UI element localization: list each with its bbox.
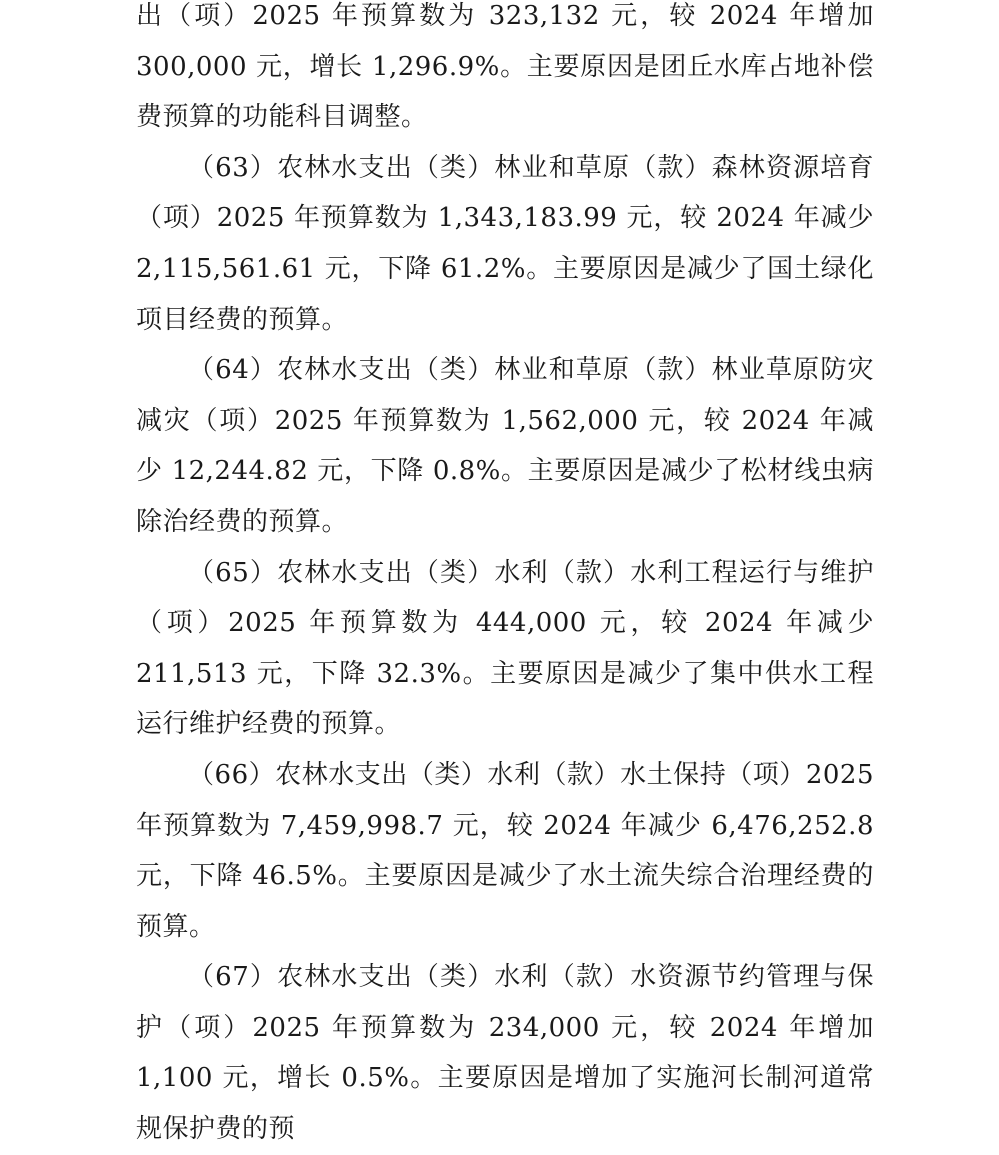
paragraph-66: （66）农林水支出（类）水利（款）水土保持（项）2025 年预算数为 7,459,998.7 元，较 2024 年减少 6,476,252.8 元，下降 46.5%。主要原因是减少了水土流失综合治理经费的预算。	[136, 759, 874, 942]
paragraph-63: （63）农林水支出（类）林业和草原（款）森林资源培育（项）2025 年预算数为 1,343,183.99 元，较 2024 年减少 2,115,561.61 元，下降 61.2%。主要原因是减少了国土绿化项目经费的预算。	[136, 152, 874, 335]
paragraph-67: （67）农林水支出（类）水利（款）水资源节约管理与保护（项）2025 年预算数为 234,000 元，较 2024 年增加 1,100 元，增长 0.5%。主要原因是增加了实施河长制河道常规保护费的预	[136, 962, 874, 1145]
paragraph-64: （64）农林水支出（类）林业和草原（款）林业草原防灾减灾（项）2025 年预算数为 1,562,000 元，较 2024 年减少 12,244.82 元，下降 0.8%。主要原因是减少了松材线虫病除治经费的预算。	[136, 355, 874, 537]
paragraph-65: （65）农林水支出（类）水利（款）水利工程运行与维护（项）2025 年预算数为 444,000 元，较 2024 年减少 211,513 元，下降 32.3%。主要原因是减少了集中供水工程运行维护经费的预算。	[136, 557, 874, 740]
document-body	[136, 0, 874, 1155]
paragraph-62-continuation: 出（项）2025 年预算数为 323,132 元，较 2024 年增加 300,000 元，增长 1,296.9%。主要原因是团丘水库占地补偿费预算的功能科目调整。	[136, 1, 874, 133]
